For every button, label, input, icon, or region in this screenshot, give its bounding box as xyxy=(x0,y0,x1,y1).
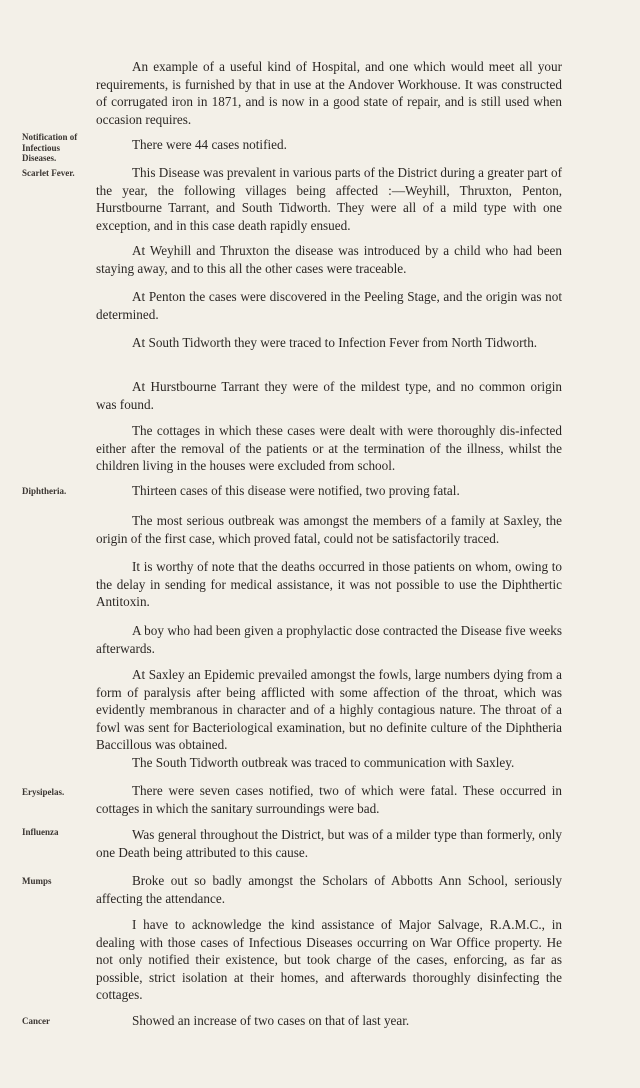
paragraph-cases-notified: There were 44 cases notified. xyxy=(132,137,287,152)
sidenote-diphtheria: Diphtheria. xyxy=(22,486,67,496)
sidenote-mumps: Mumps xyxy=(22,876,52,886)
paragraph-south-tidworth: At South Tidworth they were traced to Infection Fever from North Tidworth. xyxy=(132,335,538,350)
paragraph-hospital-example: An example of a useful kind of Hospital, and one which would meet all your requirements, is furnished by that in use at the Andover Workhouse. It was constructed of corrugated iron in 1871, and is now in a good state of repair, and is still used when occasion requires. xyxy=(96,59,562,127)
paragraph-saxley-outbreak: The most serious outbreak was amongst the members of a family at Saxley, the origin of the first case, which proved fatal, could not be satisfactorily traced. xyxy=(96,513,562,546)
sidenote-erysipelas: Erysipelas. xyxy=(22,787,65,797)
sidenote-notification: Notification of Infectious Diseases. xyxy=(22,132,78,163)
paragraph-hurstbourne: At Hurstbourne Tarrant they were of the mildest type, and no common origin was found. xyxy=(96,379,562,412)
paragraph-weyhill-thruxton: At Weyhill and Thruxton the disease was introduced by a child who had been staying away, and to this all the other cases were traceable. xyxy=(96,243,562,276)
paragraph-scarlet-prevalence: This Disease was prevalent in various parts of the District during a greater part of the year, the following villages being affected :—Weyhill, Thruxton, Penton, Hurstbourne Tarrant, and South Tidworth. They were all of a mild type with one exception, and in this case death rapidly ensued. xyxy=(96,165,562,233)
sidenote-influenza: Influenza xyxy=(22,827,59,837)
sidenote-scarlet-fever: Scarlet Fever. xyxy=(22,168,75,178)
paragraph-penton: At Penton the cases were discovered in the Peeling Stage, and the origin was not determined. xyxy=(96,289,562,322)
paragraph-acknowledgement: I have to acknowledge the kind assistance of Major Salvage, R.A.M.C., in dealing with those cases of Infectious Diseases occurring on War Office property. He not only notified their existence, but took charge of the cases, enforcing, as far as possible, strict isolation at their homes, and afterwards thoroughly disinfecting the cottages. xyxy=(96,917,562,1002)
paragraph-mumps: Broke out so badly amongst the Scholars of Abbotts Ann School, seriously affecting the attendance. xyxy=(96,873,562,906)
paragraph-influenza: Was general throughout the District, but was of a milder type than formerly, only one Death being attributed to this cause. xyxy=(96,827,562,860)
paragraph-cottages-disinfected: The cottages in which these cases were dealt with were thoroughly dis-infected either after the removal of the patients or at the termination of the illness, whilst the children living in the houses were excluded from school. xyxy=(96,423,562,473)
sidenote-cancer: Cancer xyxy=(22,1016,50,1026)
paragraph-tidworth-saxley: The South Tidworth outbreak was traced to communication with Saxley. xyxy=(132,755,515,770)
paragraph-antitoxin: It is worthy of note that the deaths occurred in those patients on whom, owing to the delay in sending for medical assistance, it was not possible to use the Diphthertic Antitoxin. xyxy=(96,559,562,609)
paragraph-saxley-fowls: At Saxley an Epidemic prevailed amongst the fowls, large numbers dying from a form of paralysis after being afflicted with some affection of the throat, which was evidently membranous in character and of a highly contagious nature. The throat of a fowl was sent for Bacteriological examination, but no definite culture of the Diphtheria Baccillous was obtained. xyxy=(96,667,562,752)
paragraph-cancer: Showed an increase of two cases on that of last year. xyxy=(132,1013,410,1028)
paragraph-prophylactic-dose: A boy who had been given a prophylactic dose contracted the Disease five weeks afterwards. xyxy=(96,623,562,656)
paragraph-diphtheria-cases: Thirteen cases of this disease were notified, two proving fatal. xyxy=(132,483,460,498)
paragraph-erysipelas: There were seven cases notified, two of which were fatal. These occurred in cottages in which the sanitary surroundings were bad. xyxy=(96,783,562,816)
